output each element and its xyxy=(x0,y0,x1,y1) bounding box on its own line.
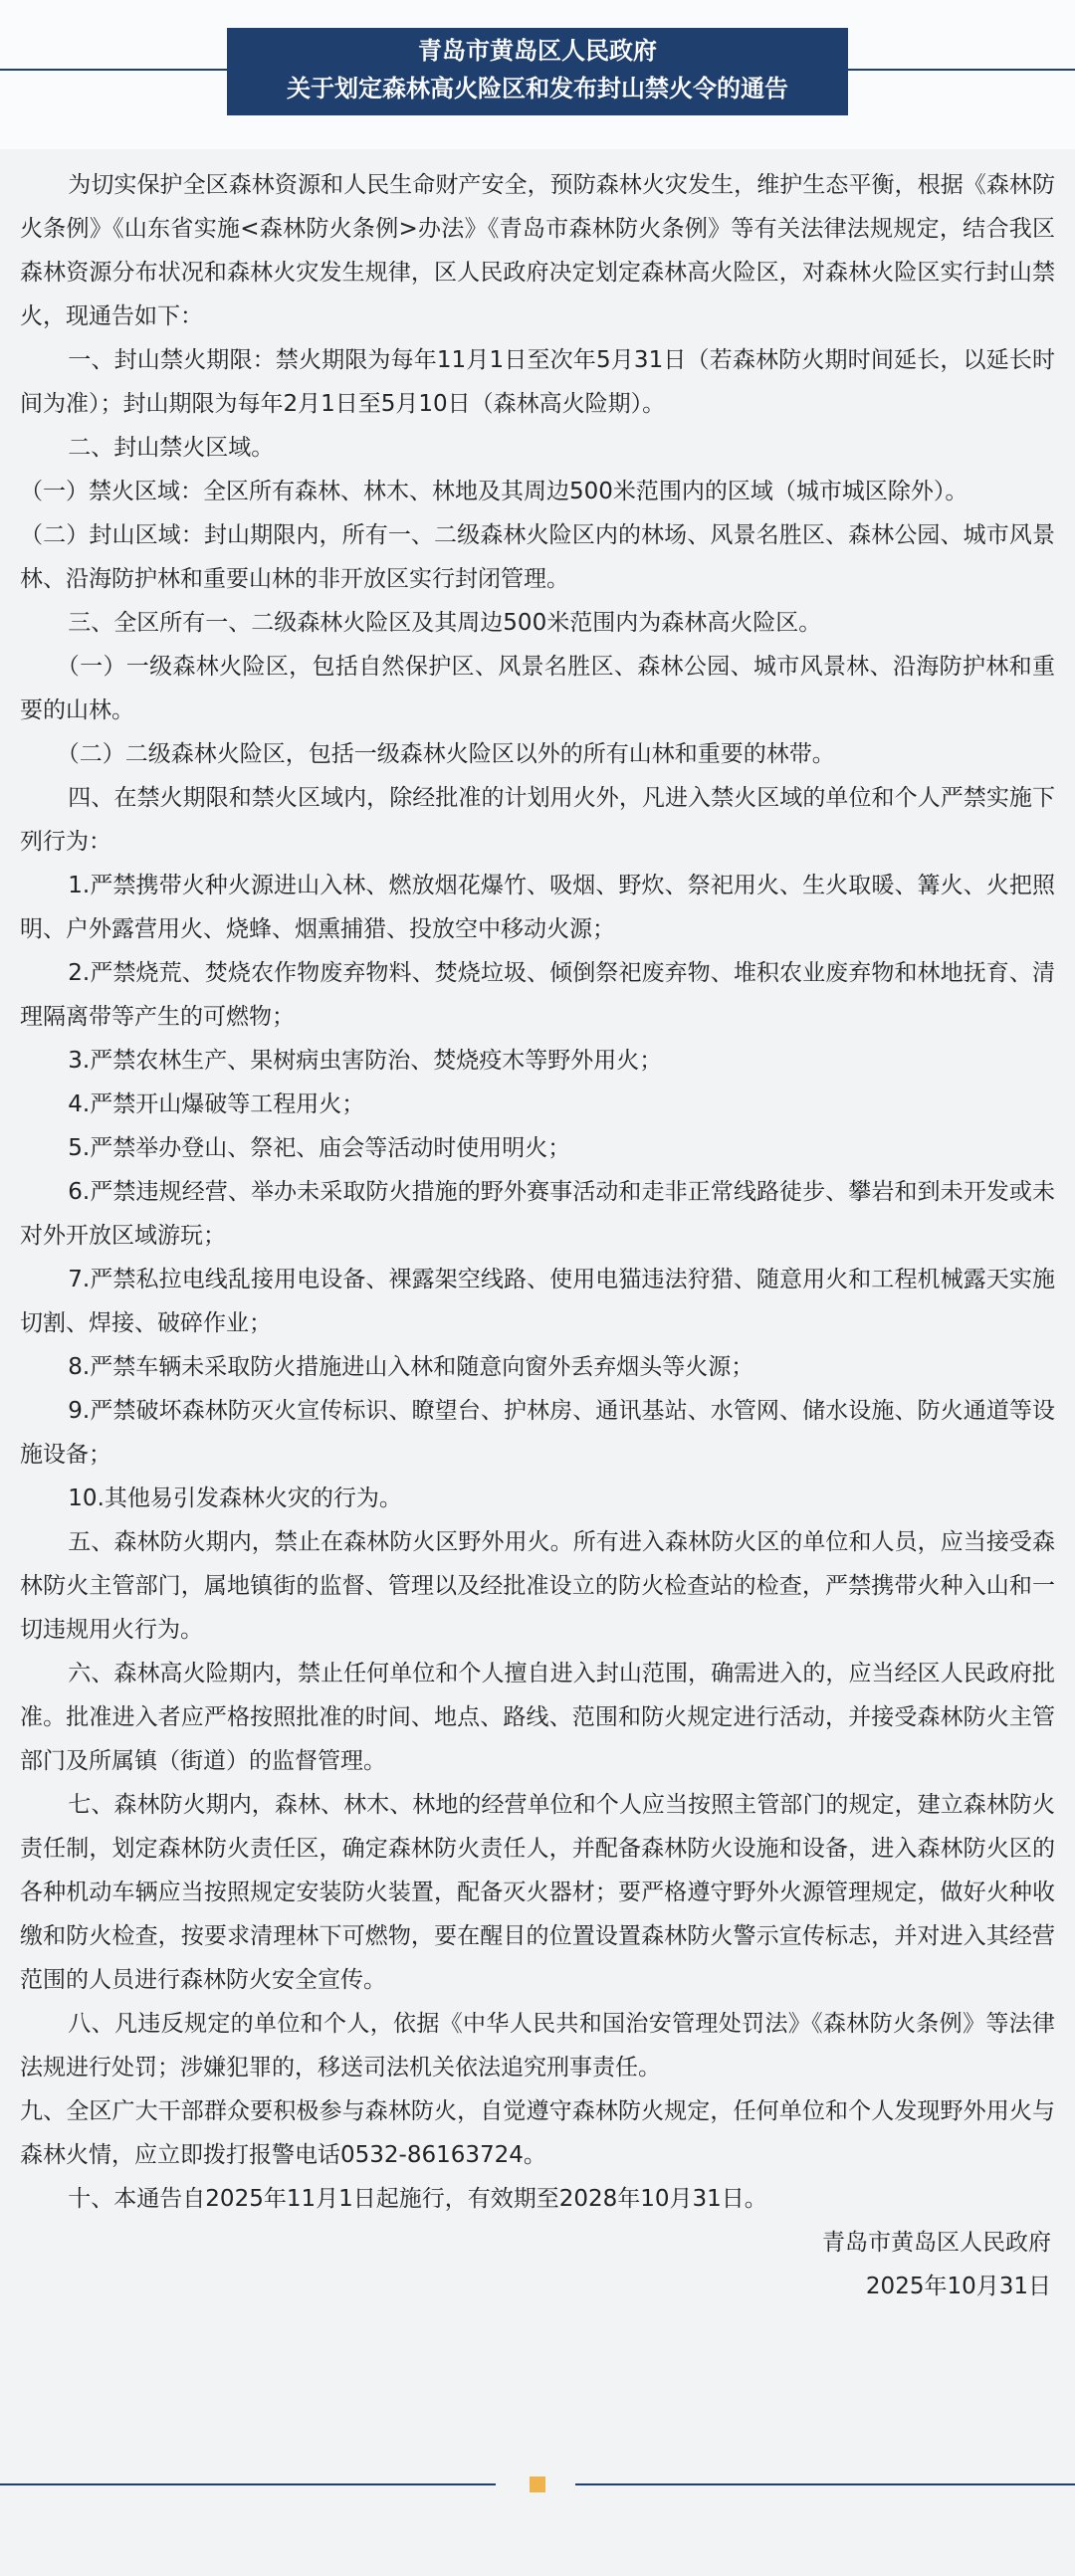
section-2: 二、封山禁火区域。 xyxy=(68,435,275,461)
section-4-item: 5.严禁举办登山、祭祀、庙会等活动时使用明火； xyxy=(68,1135,571,1161)
section-5: 五、森林防火期内，禁止在森林防火区野外用火。所有进入森林防火区的单位和人员，应当接受森林防火主管部门，属地镇街的监督、管理以及经批准设立的防火检查站的检查，严禁携带火种入山和一切违规用火行为。 xyxy=(20,1529,1055,1643)
section-9: 九、全区广大干部群众要积极参与森林防火，自觉遵守森林防火规定，任何单位和个人发现野外用火与森林火情，应立即拨打报警电话0532-86163724。 xyxy=(20,2098,1055,2168)
section-3: 三、全区所有一、二级森林火险区及其周边500米范围内为森林高火险区。 xyxy=(68,610,822,636)
signature-date: 2025年10月31日 xyxy=(865,2274,1051,2299)
section-4-item: 1.严禁携带火种火源进山入林、燃放烟花爆竹、吸烟、野炊、祭祀用火、生火取暖、篝火、火把照明、户外露营用火、烧蜂、烟熏捕猎、投放空中移动火源； xyxy=(20,873,1055,942)
section-4: 四、在禁火期限和禁火区域内，除经批准的计划用火外，凡进入禁火区域的单位和个人严禁实施下列行为： xyxy=(20,785,1055,855)
section-3-item-2: （二）二级森林火险区，包括一级森林火险区以外的所有山林和重要的林带。 xyxy=(56,741,835,767)
section-4-item: 3.严禁农林生产、果树病虫害防治、焚烧疫木等野外用火； xyxy=(68,1048,663,1074)
title-banner xyxy=(227,28,848,115)
section-2-item-2: （二）封山区域：封山期限内，所有一、二级森林火险区内的林场、风景名胜区、森林公园、城市风景林、沿海防护林和重要山林的非开放区实行封闭管理。 xyxy=(20,522,1055,592)
section-7: 七、森林防火期内，森林、林木、林地的经营单位和个人应当按照主管部门的规定，建立森林防火责任制，划定森林防火责任区，确定森林防火责任人，并配备森林防火设施和设备，进入森林防火区的各种机动车辆应当按照规定安装防火装置，配备灭火器材；要严格遵守野外火源管理规定，做好火种收缴和防火检查，按要求清理林下可燃物，要在醒目的位置设置森林防火警示宣传标志，并对进入其经营范围的人员进行森林防火安全宣传。 xyxy=(20,1792,1055,1993)
section-4-item: 4.严禁开山爆破等工程用火； xyxy=(68,1091,365,1117)
section-4-item: 10.其他易引发森林火灾的行为。 xyxy=(68,1486,402,1511)
section-3-item-1: （一）一级森林火险区，包括自然保护区、风景名胜区、森林公园、城市风景林、沿海防护林和重要的山林。 xyxy=(20,654,1055,723)
intro-paragraph: 为切实保护全区森林资源和人民生命财产安全，预防森林火灾发生，维护生态平衡，根据《森林防火条例》《山东省实施<森林防火条例>办法》《青岛市森林防火条例》等有关法律法规规定，结合我区森林资源分布状况和森林火灾发生规律，区人民政府决定划定森林高火险区，对森林火险区实行封山禁火，现通告如下： xyxy=(20,172,1055,329)
section-8: 八、凡违反规定的单位和个人，依据《中华人民共和国治安管理处罚法》《森林防火条例》等法律法规进行处罚；涉嫌犯罪的，移送司法机关依法追究刑事责任。 xyxy=(20,2011,1055,2081)
signature: 青岛市黄岛区人民政府 xyxy=(822,2230,1051,2256)
section-4-item: 6.严禁违规经营、举办未采取防火措施的野外赛事活动和走非正常线路徒步、攀岩和到未开发或未对外开放区域游玩； xyxy=(20,1179,1055,1249)
section-1: 一、封山禁火期限：禁火期限为每年11月1日至次年5月31日（若森林防火期时间延长，以延长时间为准）；封山期限为每年2月1日至5月10日（森林高火险期）。 xyxy=(20,347,1055,417)
footer-dot xyxy=(530,2477,545,2492)
section-4-item: 2.严禁烧荒、焚烧农作物废弃物料、焚烧垃圾、倾倒祭祀废弃物、堆积农业废弃物和林地抚育、清理隔离带等产生的可燃物； xyxy=(20,960,1055,1030)
notice-body xyxy=(0,149,1075,2448)
section-4-item: 7.严禁私拉电线乱接用电设备、裸露架空线路、使用电猫违法狩猎、随意用火和工程机械露天实施切割、焊接、破碎作业； xyxy=(20,1267,1055,1336)
section-6: 六、森林高火险期内，禁止任何单位和个人擅自进入封山范围，确需进入的，应当经区人民政府批准。批准进入者应严格按照批准的时间、地点、路线、范围和防火规定进行活动，并接受森林防火主管部门及所属镇（街道）的监督管理。 xyxy=(20,1661,1055,1774)
section-10: 十、本通告自2025年11月1日起施行，有效期至2028年10月31日。 xyxy=(68,2186,767,2212)
header xyxy=(0,0,1075,149)
section-4-item: 8.严禁车辆未采取防火措施进山入林和随意向窗外丢弃烟头等火源； xyxy=(68,1354,754,1380)
footer-divider-left xyxy=(0,2483,496,2485)
section-4-item: 9.严禁破坏森林防灭火宣传标识、瞭望台、护林房、通讯基站、水管网、储水设施、防火通道等设施设备； xyxy=(20,1398,1055,1468)
section-2-item-1: （一）禁火区域：全区所有森林、林木、林地及其周边500米范围内的区域（城市城区除外）。 xyxy=(20,479,968,504)
footer-divider-right xyxy=(575,2483,1075,2485)
title-line-2: 关于划定森林高火险区和发布封山禁火令的通告 xyxy=(287,75,788,102)
title-line-1: 青岛市黄岛区人民政府 xyxy=(418,37,657,65)
footer-divider xyxy=(0,2474,1075,2497)
